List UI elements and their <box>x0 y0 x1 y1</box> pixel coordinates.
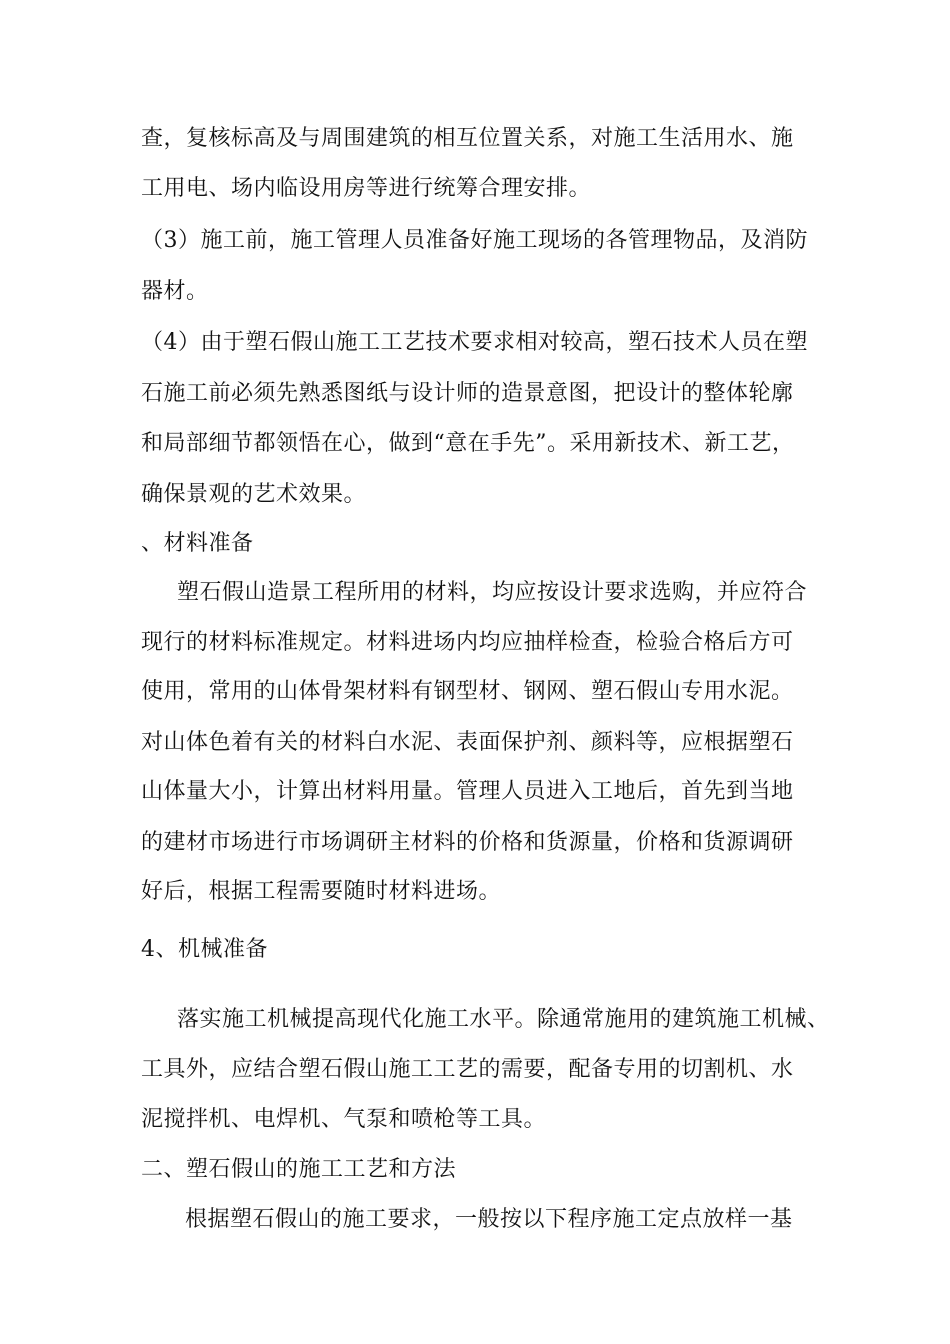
text-line: 山体量大小，计算出材料用量。管理人员进入工地后，首先到当地 <box>141 779 794 804</box>
text-line: 工用电、场内临设用房等进行统筹合理安排。 <box>141 176 592 201</box>
text-line: 确保景观的艺术效果。 <box>141 482 367 507</box>
text-line: 对山体色着有关的材料白水泥、表面保护剂、颜料等，应根据塑石 <box>141 730 794 755</box>
paragraph-first-line: 落实施工机械提高现代化施工水平。除通常施用的建筑施工机械、 <box>177 1007 830 1032</box>
text-line: 泥搅拌机、电焊机、气泵和喷枪等工具。 <box>141 1107 547 1132</box>
section-heading: 二、塑石假山的施工工艺和方法 <box>141 1157 457 1182</box>
paragraph-first-line: 根据塑石假山的施工要求，一般按以下程序施工定点放样一基 <box>185 1207 793 1232</box>
list-item: （3）施工前，施工管理人员准备好施工现场的各管理物品，及消防 <box>141 228 808 253</box>
section-heading: 4、机械准备 <box>141 937 268 962</box>
text-line: 现行的材料标准规定。材料进场内均应抽样检查，检验合格后方可 <box>141 630 794 655</box>
text-line: 工具外，应结合塑石假山施工工艺的需要，配备专用的切割机、水 <box>141 1057 794 1082</box>
paragraph-first-line: 塑石假山造景工程所用的材料，均应按设计要求选购，并应符合 <box>177 580 808 605</box>
text-line: 石施工前必须先熟悉图纸与设计师的造景意图，把设计的整体轮廓 <box>141 381 794 406</box>
text-line: 和局部细节都领悟在心，做到“意在手先”。采用新技术、新工艺， <box>141 431 795 456</box>
text-line: 查，复核标高及与周围建筑的相互位置关系，对施工生活用水、施 <box>141 126 794 151</box>
text-line: 器材。 <box>141 279 209 304</box>
text-line: 使用，常用的山体骨架材料有钢型材、钢网、塑石假山专用水泥。 <box>141 679 794 704</box>
list-item: （4）由于塑石假山施工工艺技术要求相对较高，塑石技术人员在塑 <box>141 330 808 355</box>
section-heading: 、材料准备 <box>141 531 254 556</box>
text-line: 好后，根据工程需要随时材料进场。 <box>141 879 502 904</box>
text-line: 的建材市场进行市场调研主材料的价格和货源量，价格和货源调研 <box>141 830 794 855</box>
